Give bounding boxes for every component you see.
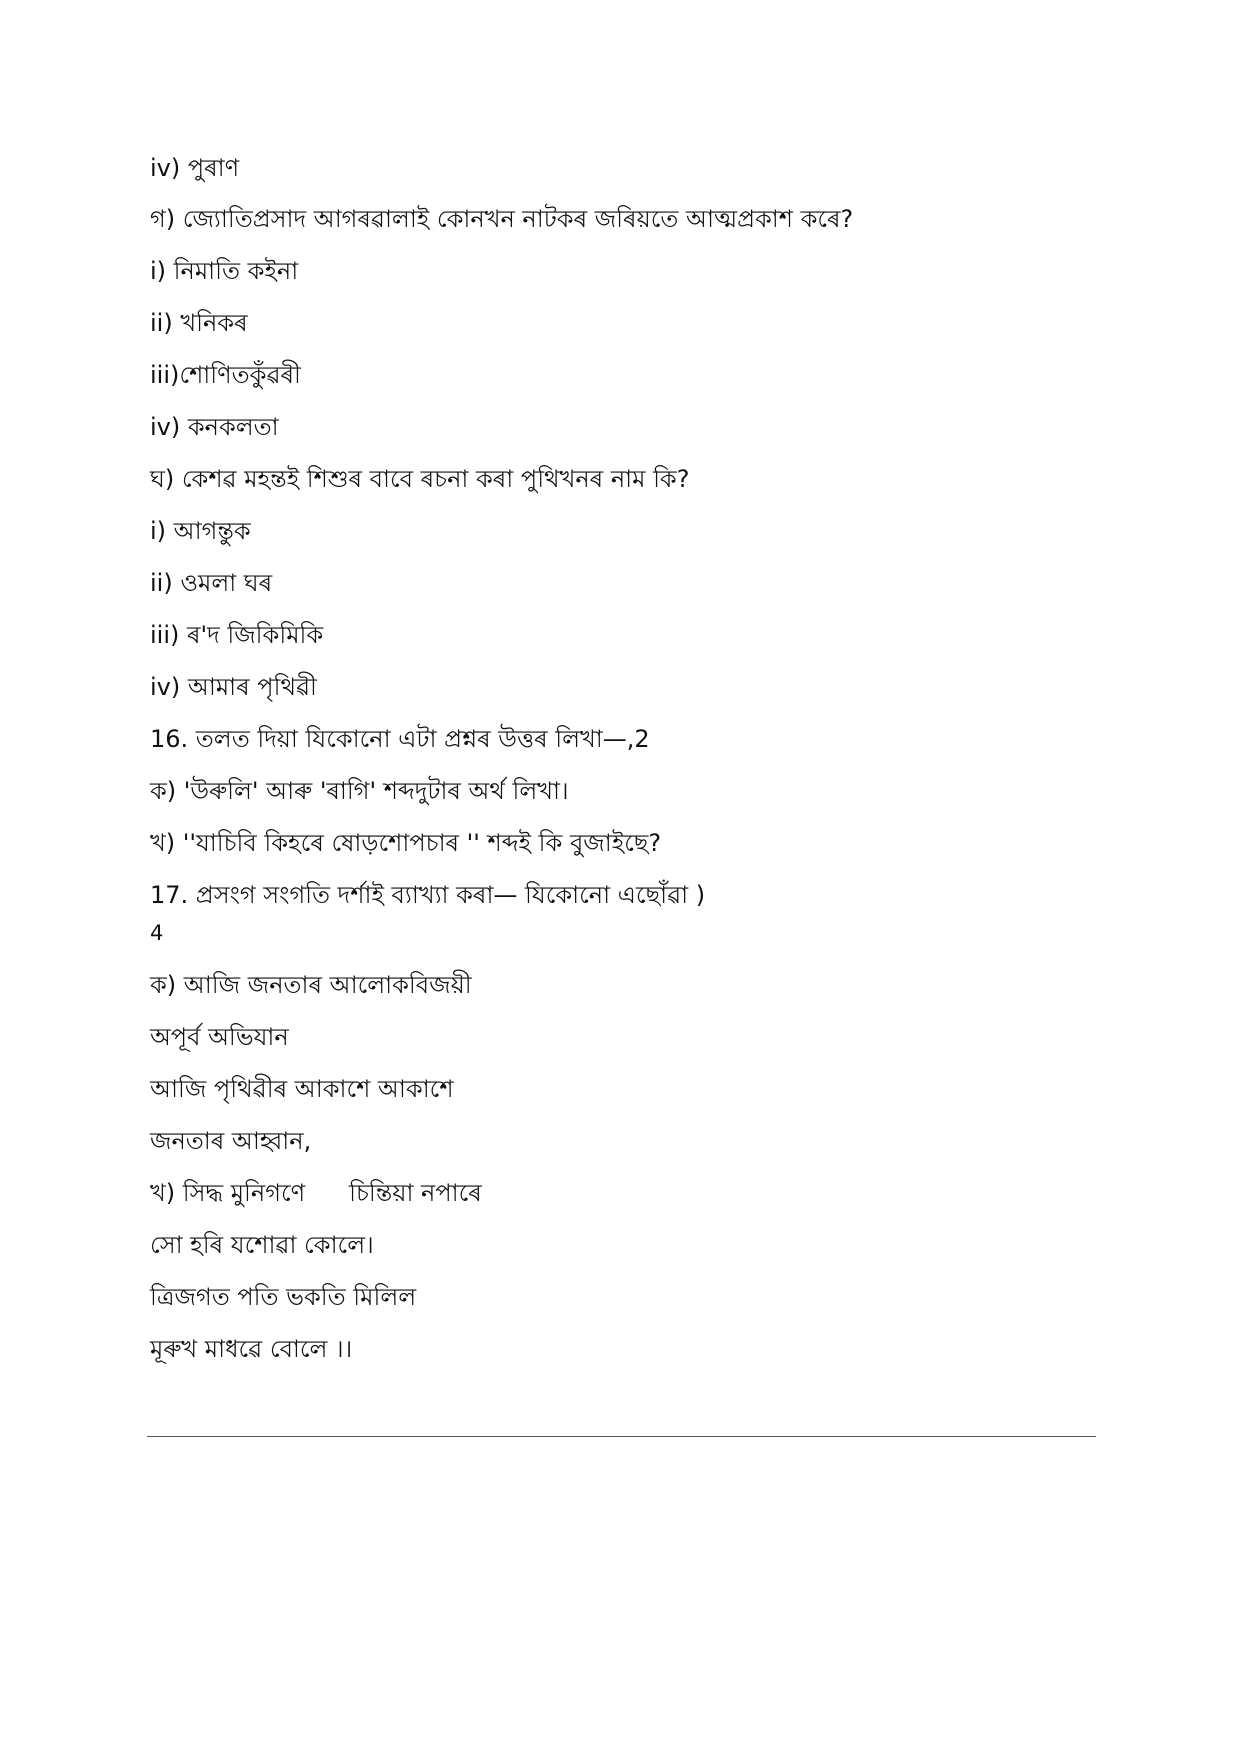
option-iv-amar-prithibi: iv) আমাৰ পৃথিৱী [150,673,317,701]
option-iv-puran: iv) পুৰাণ [150,154,240,182]
option-iv-kanaklata: iv) কনকলতা [150,413,279,441]
option-iii-xonitkuwori: iii)শোণিতকুঁৱৰী [150,361,301,389]
option-i-agantuk: i) আগন্তুক [150,517,251,545]
question-gha: ঘ) কেশৱ মহন্তই শিশুৰ বাবে ৰচনা কৰা পুথিখনৰ নাম কি? [150,465,690,493]
verse-kha-line-3: ত্ৰিজগত পতি ভকতি মিলিল [150,1283,417,1311]
verse-kha-line-2: সো হৰি যশোৱা কোলে। [150,1231,374,1259]
question-16-kha: খ) ''যাচিবি কিহৰে ষোড়শোপচাৰ '' শব্দই কি বুজাইছে? [150,829,662,857]
verse-kha-line-4: মূৰুখ মাধৱে বোলে ।। [150,1335,353,1363]
question-17: 17. প্ৰসংগ সংগতি দৰ্শাই ব্যাখ্যা কৰা— যিকোনো এছোঁৱা ) [150,881,706,909]
question-17-marks: 4 [150,921,164,945]
option-i-nimati-koina: i) নিমাতি কইনা [150,257,299,285]
option-ii-khanikar: ii) খনিকৰ [150,309,248,337]
verse-kha-line-1-right: চিন্তিয়া নপাৰে [349,1179,482,1207]
question-16: 16. তলত দিয়া যিকোনো এটা প্ৰশ্নৰ উত্তৰ লিখা—,2 [150,725,650,753]
verse-kha-line-1-left: খ) সিদ্ধ মুনিগণে [150,1179,306,1207]
option-iii-rod-jikimiki: iii) ৰ'দ জিকিমিকি [150,621,324,649]
option-ii-omola-ghar: ii) ওমলা ঘৰ [150,569,273,597]
verse-ka-line-2: অপূৰ্ব অভিযান [150,1023,289,1051]
verse-ka-line-1: ক) আজি জনতাৰ আলোকবিজয়ী [150,971,472,999]
question-ga: গ) জ্যোতিপ্ৰসাদ আগৰৱালাই কোনখন নাটকৰ জৰিয়তে আত্মপ্ৰকাশ কৰে? [150,205,854,233]
verse-kha-line-1 [150,1178,482,1208]
verse-ka-line-4: জনতাৰ আহ্বান, [150,1127,312,1155]
verse-ka-line-3: আজি পৃথিৱীৰ আকাশে আকাশে [150,1075,454,1103]
horizontal-divider [147,1436,1096,1437]
question-16-ka: ক) 'উৰুলি' আৰু 'ৰাগি' শব্দদুটাৰ অৰ্থ লিখা। [150,777,569,805]
